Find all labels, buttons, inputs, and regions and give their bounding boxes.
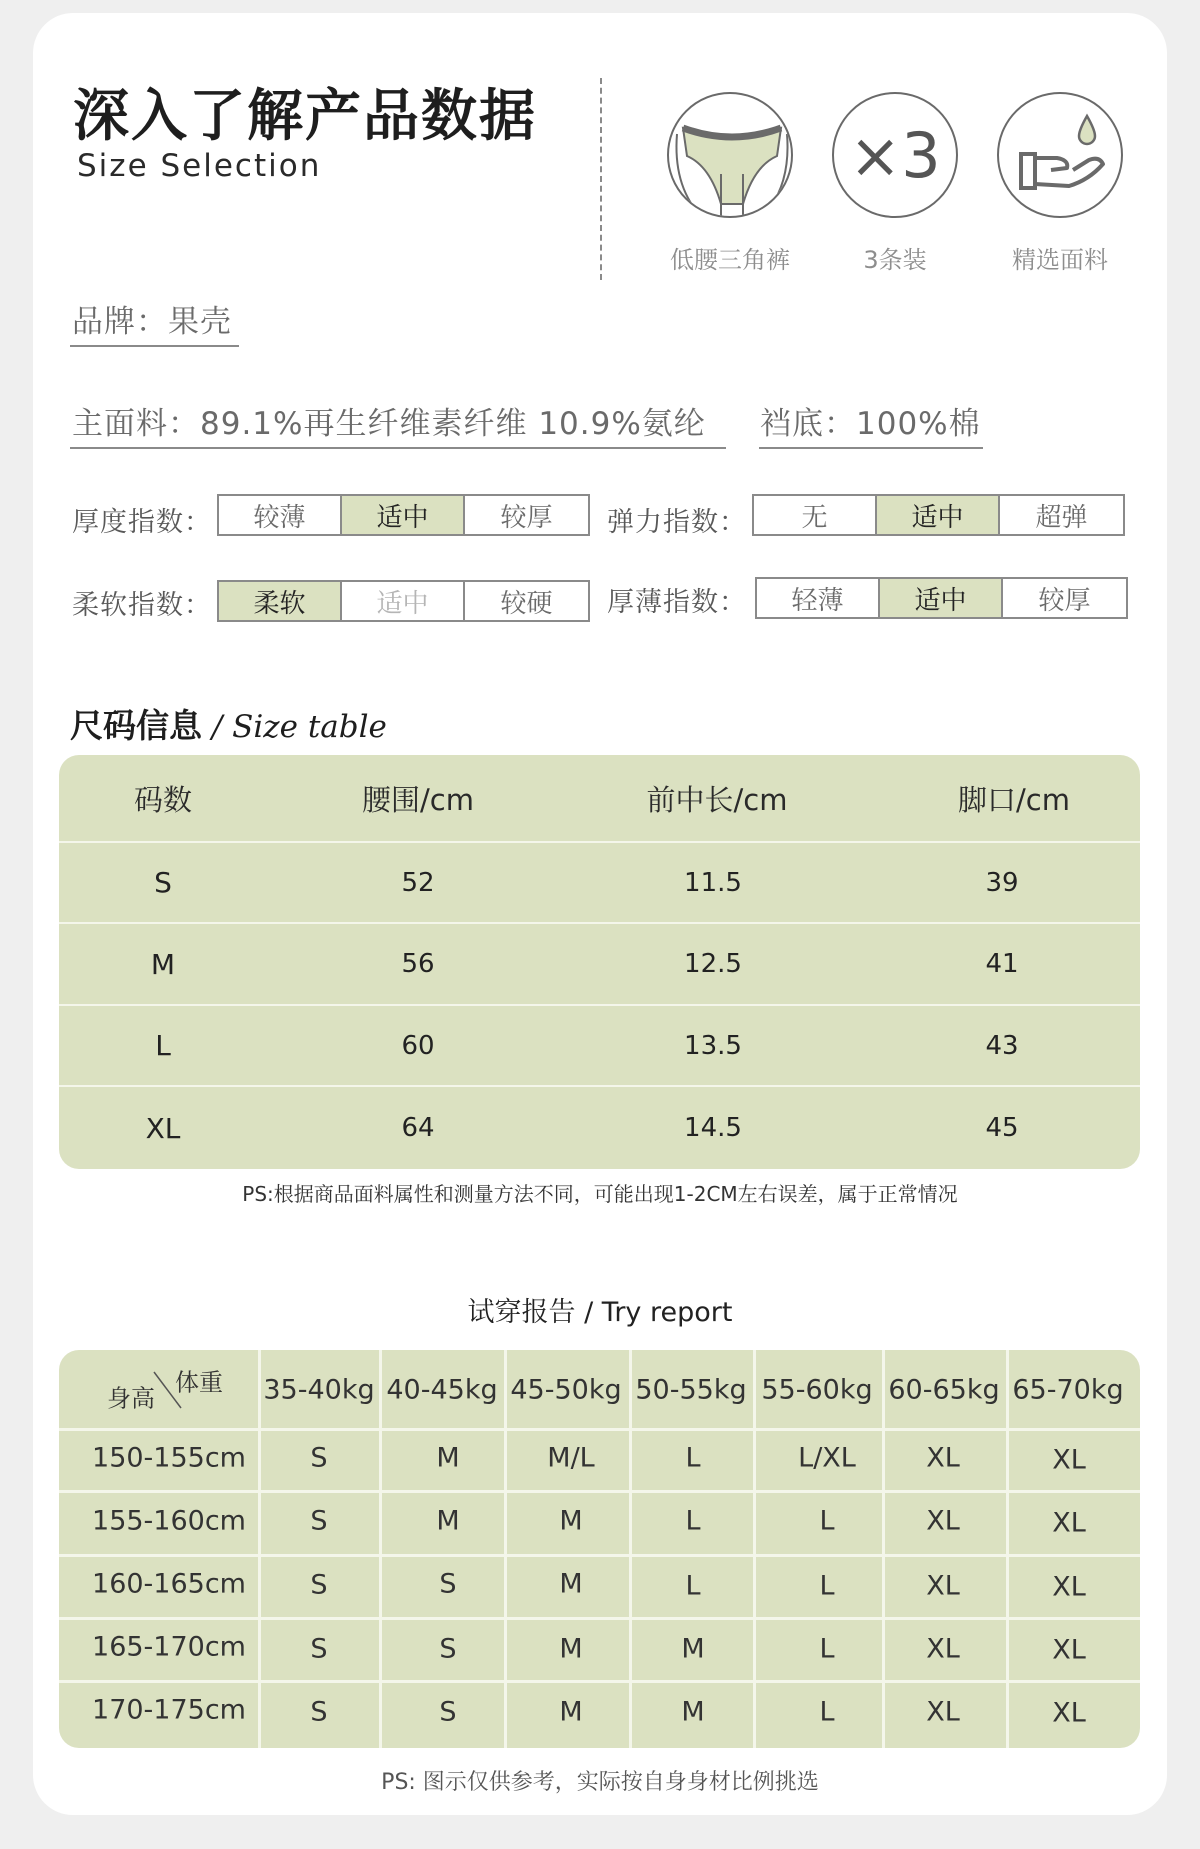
weight-header-cell: 45-50kg [510, 1374, 622, 1406]
waist-cell: 64 [401, 1113, 435, 1143]
table-row [59, 1004, 1140, 1085]
size-table-note: PS:根据商品面料属性和测量方法不同，可能出现1-2CM左右误差，属于正常情况 [242, 1182, 958, 1206]
size-cell: M [559, 1696, 583, 1728]
size-header-cell: 腰围/cm [362, 782, 474, 817]
size-cell: XL [1052, 1634, 1086, 1666]
main-material-text: 主面料：89.1%再生纤维素纤维 10.9%氨纶 [72, 406, 706, 442]
front-length-cell: 13.5 [684, 1030, 742, 1061]
elasticity-option: 超弹 [1035, 502, 1088, 533]
weight-header-cell: 35-40kg [263, 1374, 375, 1406]
size-cell: L [685, 1505, 701, 1537]
size-cell: L [819, 1633, 835, 1665]
weight-header-cell: 65-70kg [1012, 1374, 1124, 1406]
feature-label: 低腰三角裤 [670, 246, 790, 274]
size-header-cell: 脚口/cm [958, 782, 1070, 817]
low-waist-brief-icon [667, 92, 793, 218]
height-cell: 170-175cm [92, 1694, 246, 1726]
height-cell: 155-160cm [92, 1505, 246, 1537]
thinness-option-selected: 适中 [880, 579, 1003, 617]
feature-low-waist [655, 92, 805, 275]
corner-height-label: 身高 [107, 1384, 155, 1413]
size-cell: XL [1052, 1571, 1086, 1603]
crotch-material-underline [759, 447, 983, 449]
front-length-cell: 11.5 [684, 867, 742, 898]
size-cell: XL [926, 1633, 960, 1665]
height-cell: 160-165cm [92, 1568, 246, 1600]
times-three-icon: ×3 [832, 92, 958, 218]
brand-text: 品牌：果壳 [72, 304, 232, 340]
grid-line [258, 1350, 261, 1748]
grid-line [59, 1680, 1140, 1683]
leg-opening-cell: 43 [985, 1030, 1019, 1061]
size-cell: M [681, 1633, 705, 1665]
main-material-underline [70, 447, 726, 449]
softness-scale [217, 580, 590, 622]
waist-cell: 56 [401, 949, 435, 979]
size-cell: M [559, 1505, 583, 1537]
grid-line [629, 1350, 632, 1748]
thickness-option: 较薄 [219, 496, 342, 534]
table-row [59, 922, 1140, 1004]
size-table-title: 尺码信息 / Size table [70, 706, 387, 745]
size-table [59, 755, 1140, 1169]
elasticity-label: 弹力指数： [607, 507, 747, 538]
softness-option: 较硬 [500, 588, 553, 619]
weight-header-cell: 60-65kg [888, 1374, 1000, 1406]
size-cell: S [310, 1633, 328, 1665]
leg-opening-cell: 41 [985, 949, 1019, 979]
size-cell: XL [145, 1111, 181, 1145]
table-row [59, 1085, 1140, 1169]
weight-header-cell: 50-55kg [635, 1374, 747, 1406]
elasticity-scale [752, 494, 1125, 536]
height-cell: 165-170cm [92, 1631, 246, 1663]
grid-line [59, 1490, 1140, 1493]
thickness-option-selected: 适中 [342, 496, 465, 534]
thickness-label: 厚度指数： [72, 507, 212, 538]
try-report-table [59, 1350, 1140, 1748]
crotch-material-text: 裆底：100%棉 [760, 406, 981, 442]
size-cell: S [439, 1568, 457, 1600]
page-title: 深入了解产品数据 [73, 84, 537, 149]
thinness-option: 轻薄 [757, 579, 880, 617]
grid-line [379, 1350, 382, 1748]
elasticity-option-selected: 适中 [877, 496, 1000, 534]
height-cell: 150-155cm [92, 1442, 246, 1474]
size-table-header [59, 755, 1140, 841]
try-report-title: 试穿报告 / Try report [467, 1297, 733, 1328]
size-cell: XL [926, 1570, 960, 1602]
hand-water-drop-icon [997, 92, 1123, 218]
thinness-label: 厚薄指数： [607, 587, 747, 618]
size-cell: L [819, 1505, 835, 1537]
softness-option: 适中 [342, 582, 465, 620]
grid-line [1006, 1350, 1009, 1748]
header-divider [600, 78, 602, 280]
softness-label: 柔软指数： [72, 590, 212, 621]
softness-option-selected: 柔软 [219, 582, 342, 620]
corner-diagonal [59, 1350, 258, 1428]
size-cell: L [685, 1442, 701, 1474]
grid-line [59, 1617, 1140, 1620]
size-cell: S [439, 1696, 457, 1728]
size-cell: M [559, 1633, 583, 1665]
waist-cell: 52 [401, 867, 435, 898]
feature-three-pack [820, 92, 970, 275]
size-cell: S [310, 1505, 328, 1537]
size-cell: L [155, 1029, 171, 1062]
size-cell: M [436, 1505, 460, 1537]
front-length-cell: 12.5 [684, 949, 742, 979]
leg-opening-cell: 45 [985, 1113, 1019, 1143]
thickness-option: 较厚 [500, 502, 553, 533]
table-row [59, 841, 1140, 922]
front-length-cell: 14.5 [684, 1113, 742, 1143]
size-cell: XL [926, 1442, 960, 1474]
size-cell: XL [1052, 1444, 1086, 1476]
size-cell: L [685, 1570, 701, 1602]
try-report-note: PS: 图示仅供参考，实际按自身身材比例挑选 [381, 1770, 819, 1795]
leg-opening-cell: 39 [985, 867, 1019, 898]
feature-label: 3条装 [863, 246, 927, 274]
grid-line [882, 1350, 885, 1748]
brand-underline [70, 345, 239, 347]
size-header-cell: 前中长/cm [646, 782, 788, 817]
size-cell: L/XL [798, 1442, 856, 1474]
grid-line [753, 1350, 756, 1748]
size-cell: S [439, 1633, 457, 1665]
thinness-scale [755, 577, 1128, 619]
size-cell: XL [1052, 1697, 1086, 1729]
waist-cell: 60 [401, 1030, 435, 1061]
grid-line [59, 1554, 1140, 1557]
size-cell: M [559, 1568, 583, 1600]
weight-header-cell: 40-45kg [386, 1374, 498, 1406]
thinness-option: 较厚 [1038, 585, 1091, 616]
elasticity-option: 无 [754, 496, 877, 534]
feature-fabric [985, 92, 1135, 275]
size-cell: M [681, 1696, 705, 1728]
size-cell: XL [926, 1505, 960, 1537]
size-cell: L [819, 1570, 835, 1602]
size-cell: L [819, 1696, 835, 1728]
corner-weight-label: 体重 [175, 1368, 223, 1397]
size-cell: S [154, 866, 172, 899]
size-cell: M/L [547, 1442, 595, 1474]
size-cell: M [150, 947, 176, 981]
grid-line [59, 1428, 1140, 1431]
page-subtitle: Size Selection [77, 148, 322, 184]
size-cell: M [436, 1442, 460, 1474]
weight-header-cell: 55-60kg [761, 1374, 873, 1406]
grid-line [504, 1350, 507, 1748]
size-header-cell: 码数 [133, 782, 193, 817]
size-cell: XL [1052, 1507, 1086, 1539]
thickness-scale [217, 494, 590, 536]
size-cell: S [310, 1696, 328, 1728]
feature-label: 精选面料 [1012, 246, 1108, 274]
size-cell: S [310, 1442, 328, 1474]
size-cell: S [310, 1569, 328, 1601]
size-cell: XL [926, 1696, 960, 1728]
